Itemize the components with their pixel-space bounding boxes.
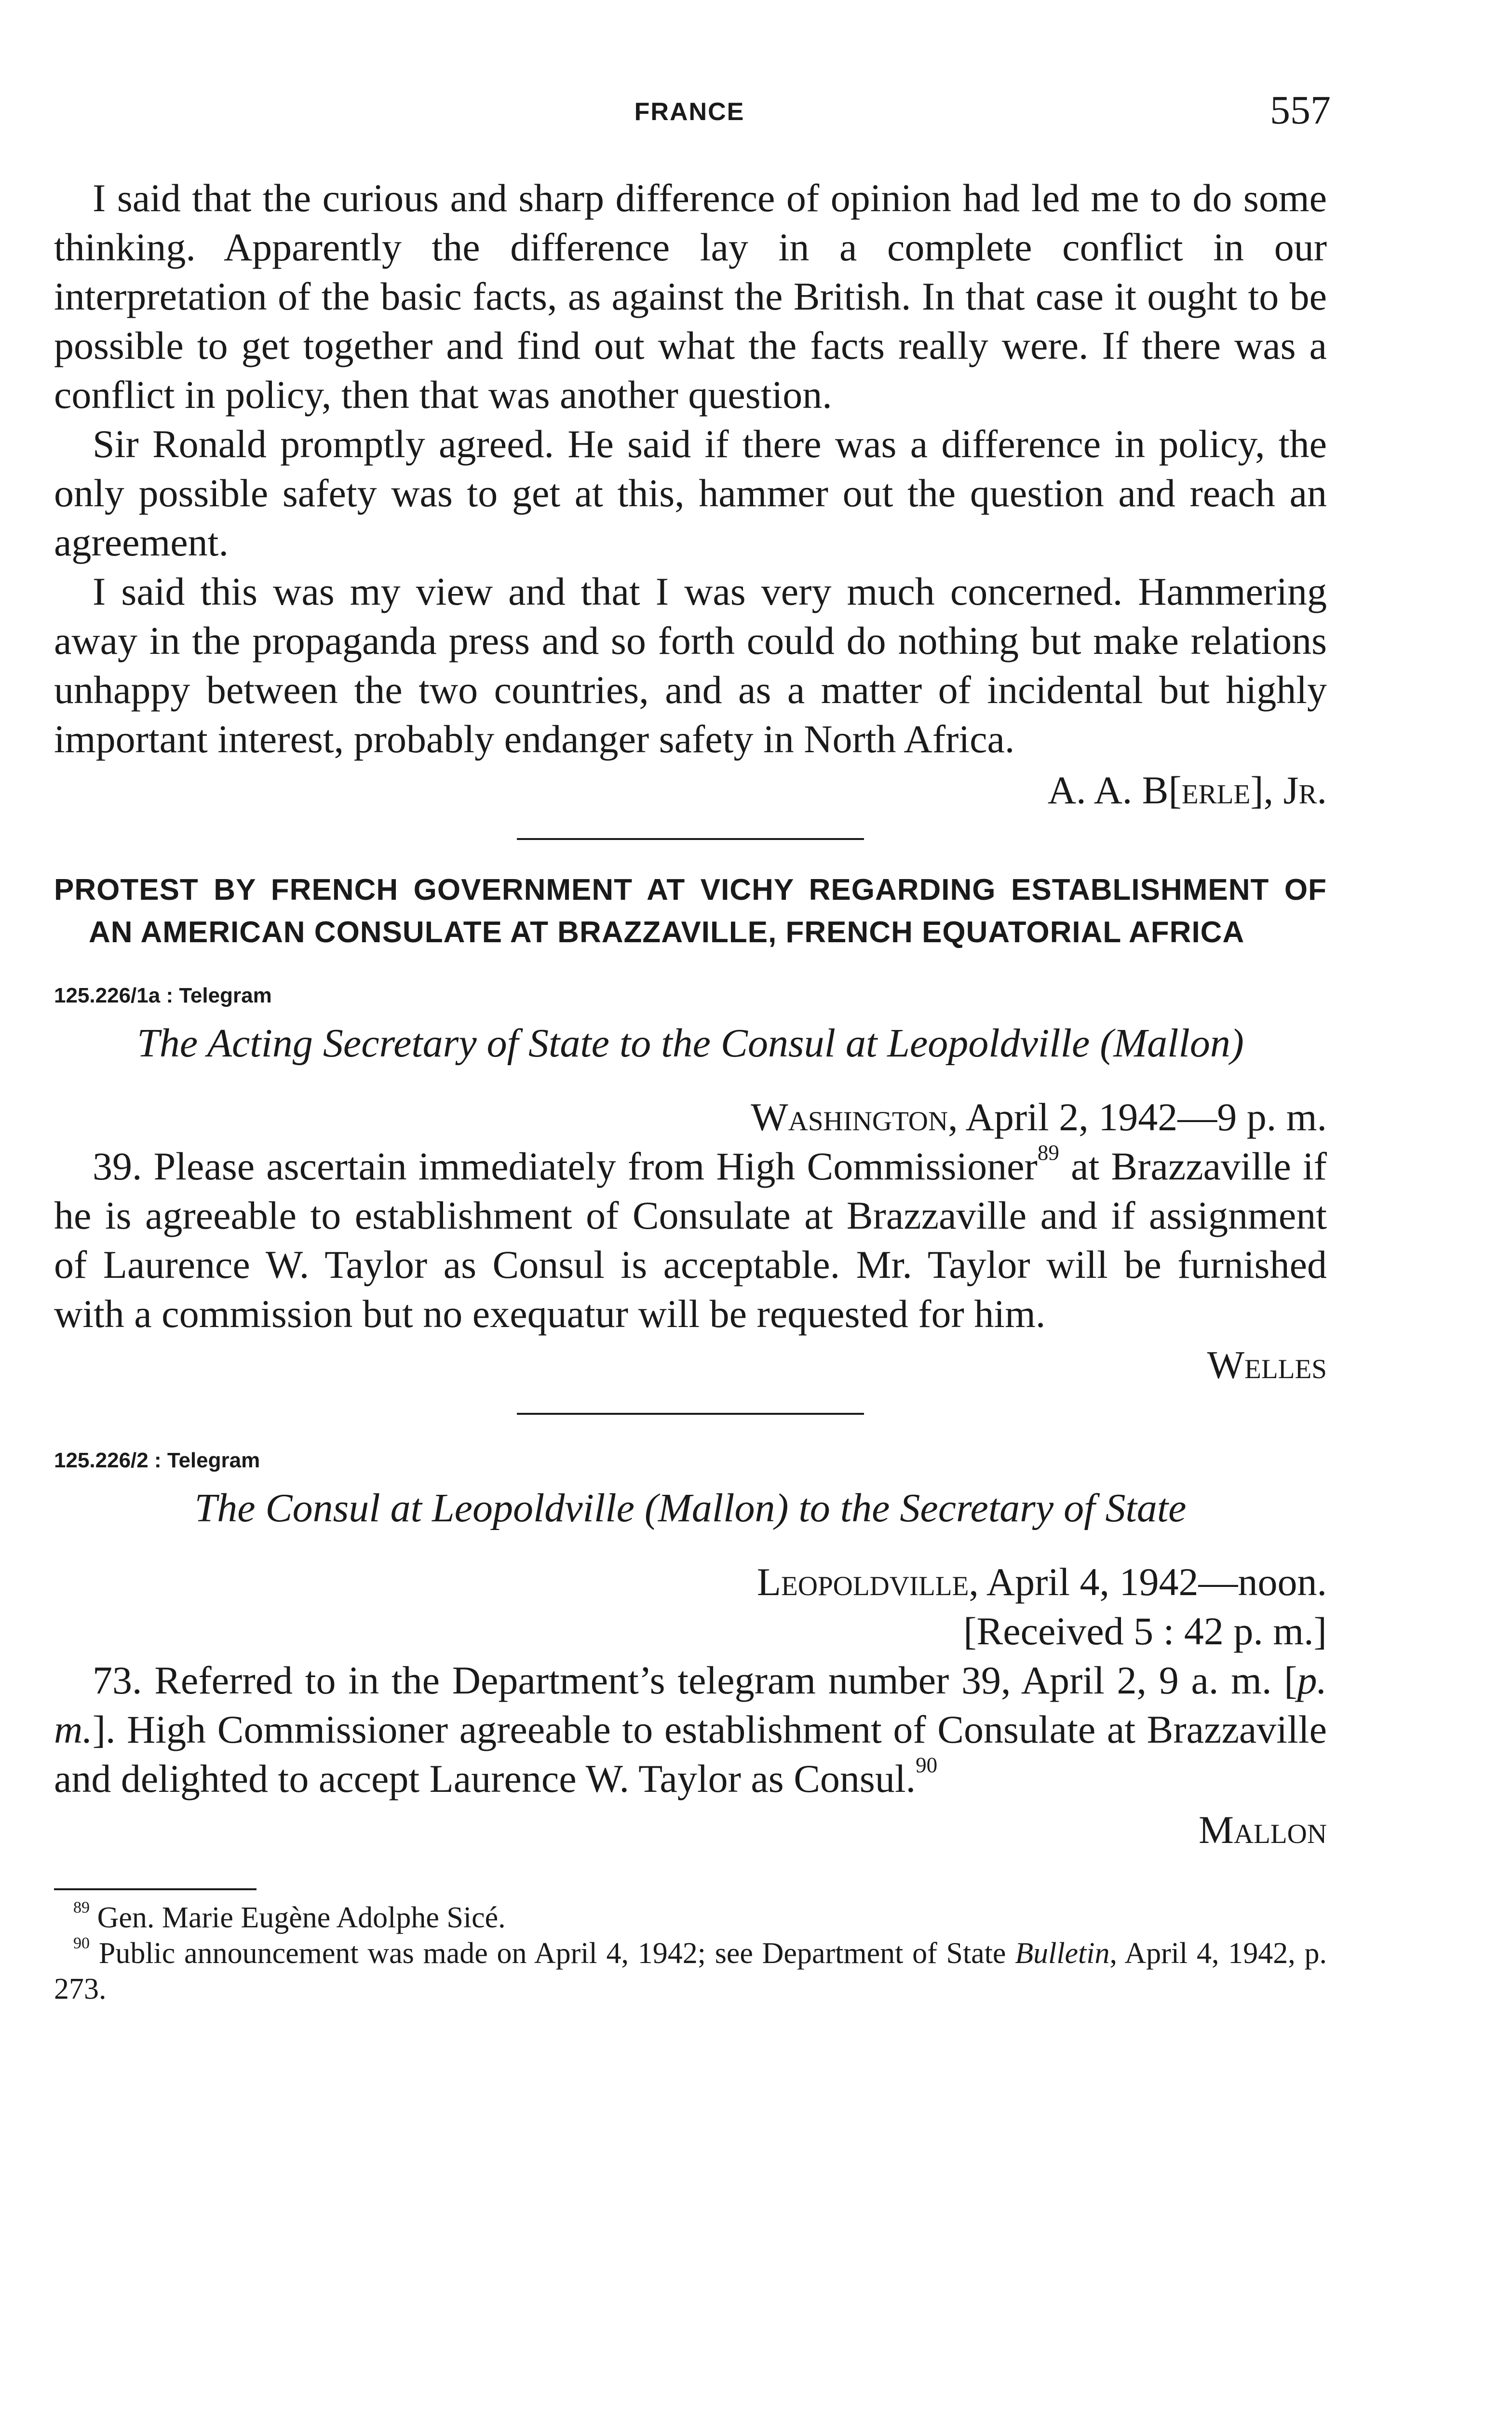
footnote-mark: 90 <box>73 1934 90 1952</box>
telegram-body <box>54 1656 1327 1803</box>
section-divider <box>517 838 864 840</box>
footnote-divider <box>54 1888 256 1890</box>
footnote-text: Gen. Marie Eugène Adolphe Sicé. <box>90 1901 506 1934</box>
dateline-date: , April 2, 1942—9 p. m. <box>948 1095 1327 1139</box>
dateline <box>54 1558 1327 1607</box>
footnote-reference: 89 <box>1037 1140 1059 1165</box>
footnote <box>54 1900 1327 1936</box>
telegram-text: 73. Referred to in the Department’s telegram number 39, April 2, 9 a. m. [ <box>93 1658 1297 1702</box>
telegram-signature: Mallon <box>1198 1808 1327 1852</box>
running-head <box>53 87 1331 140</box>
document-title: The Consul at Leopoldville (Mallon) to the Secretary of State <box>194 1486 1187 1531</box>
telegram-body <box>54 1142 1327 1339</box>
received-note: [Received 5 : 42 p. m.] <box>963 1609 1327 1653</box>
footnote-mark: 89 <box>73 1898 90 1917</box>
footnote <box>54 1936 1327 2007</box>
telegram-italic-correction: p. m. <box>54 1658 1327 1751</box>
memo-paragraph: Sir Ronald promptly agreed. He said if there was a difference in policy, the only possible safety was to get at this, hammer out the question and reach an agreement. <box>54 422 1327 564</box>
dateline-place: Leopoldville <box>756 1560 969 1604</box>
page-body <box>54 174 1327 2007</box>
footnote-text: Public announcement was made on April 4, 1942; see Department of State <box>90 1937 1015 1970</box>
telegram-signature: Welles <box>1207 1343 1327 1387</box>
footnote-italic: Bulletin <box>1015 1937 1110 1970</box>
telegram-text: 39. Please ascertain immediately from High Commissioner <box>93 1144 1038 1188</box>
telegram-text: ]. High Commissioner agreeable to establishment of Consulate at Brazzaville and delighted to accept Laurence W. Taylor as Consul. <box>54 1707 1327 1801</box>
dateline-place: Washington <box>751 1095 948 1139</box>
memo-paragraph: I said this was my view and that I was very much concerned. Hammering away in the propaganda press and so forth could do nothing but make relations unhappy between the two countries, and as a matter of incidental but highly important interest, probably endanger safety in North Africa. <box>54 569 1327 761</box>
document-title: The Acting Secretary of State to the Consul at Leopoldville (Mallon) <box>137 1021 1244 1066</box>
page-number: 557 <box>1270 88 1331 133</box>
running-title: FRANCE <box>634 98 745 126</box>
footnote-text: , April 4, 1942, p. 273. <box>54 1937 1327 2005</box>
dateline-date: , April 4, 1942—noon. <box>969 1560 1327 1604</box>
footnote-reference: 90 <box>916 1753 938 1777</box>
dateline <box>54 1093 1327 1142</box>
document-divider <box>517 1413 864 1415</box>
memo-paragraph: I said that the curious and sharp difference of opinion had led me to do some thinking. Apparently the difference lay in a complete conflict in our interpretation of the basic facts, as against the British. In that case it ought to be possible to get together and find out what the facts really were. If there was a conflict in policy, then that was another question. <box>54 176 1327 417</box>
telegram-text: at Brazzaville if he is agreeable to establishment of Consulate at Brazzaville and if assignment of Laurence W. Taylor as Consul is acceptable. Mr. Taylor will be furnished with a commission but no exequatur will be requested for him. <box>54 1144 1327 1336</box>
footnotes <box>54 1900 1327 2007</box>
memo-signature: A. A. B[erle], Jr. <box>1047 768 1327 812</box>
document-file-reference: 125.226/2 : Telegram <box>54 1449 260 1472</box>
section-heading: PROTEST BY FRENCH GOVERNMENT AT VICHY REGARDING ESTABLISHMENT OF AN AMERICAN CONSULATE AT BRAZZAVILLE, FRENCH EQUATORIAL AFRICA <box>54 873 1327 949</box>
document-file-reference: 125.226/1a : Telegram <box>54 984 272 1007</box>
